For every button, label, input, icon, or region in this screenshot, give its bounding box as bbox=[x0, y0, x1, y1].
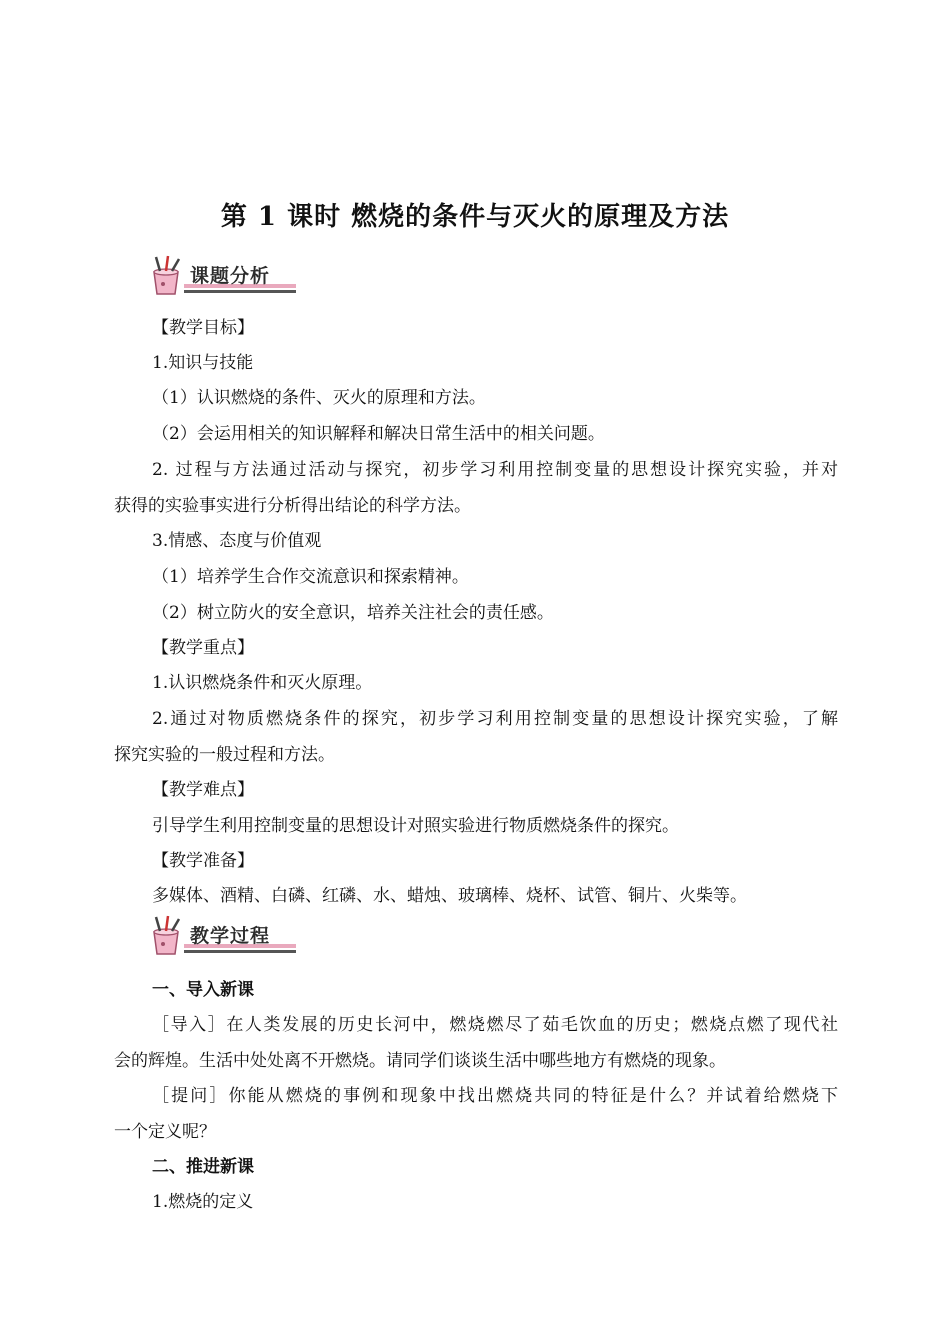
paragraph-line: 探究实验的一般过程和方法。 bbox=[114, 745, 335, 765]
paragraph-line: 1.知识与技能 bbox=[152, 353, 254, 373]
paragraph-line: ［导入］在人类发展的历史长河中，燃烧燃尽了茹毛饮血的历史；燃烧点燃了现代社 bbox=[152, 1015, 838, 1035]
banner-label: 课题分析 bbox=[190, 265, 271, 287]
section-heading-intro: 一、导入新课 bbox=[152, 980, 254, 1000]
banner-underline bbox=[184, 290, 296, 293]
paragraph-line: 1.认识燃烧条件和灭火原理。 bbox=[152, 673, 373, 693]
paragraph-line: 引导学生利用控制变量的思想设计对照实验进行物质燃烧条件的探究。 bbox=[152, 816, 679, 836]
page-title: 第 1 课时 燃烧的条件与灭火的原理及方法 bbox=[220, 202, 730, 232]
banner-label: 教学过程 bbox=[190, 925, 271, 947]
paragraph-line: 多媒体、酒精、白磷、红磷、水、蜡烛、玻璃棒、烧杯、试管、铜片、火柴等。 bbox=[152, 886, 747, 906]
section-banner-process bbox=[148, 914, 296, 958]
paragraph-line: （2）树立防火的安全意识，培养关注社会的责任感。 bbox=[152, 603, 554, 623]
section-heading-new-lesson: 二、推进新课 bbox=[152, 1157, 254, 1177]
heading-key-points: 【教学重点】 bbox=[152, 638, 254, 658]
paragraph-line: 2.通过对物质燃烧条件的探究，初步学习利用控制变量的思想设计探究实验，了解 bbox=[152, 709, 838, 729]
paragraph-line: （1）认识燃烧的条件、灭火的原理和方法。 bbox=[152, 388, 486, 408]
paragraph-line: 获得的实验事实进行分析得出结论的科学方法。 bbox=[114, 496, 471, 516]
paragraph-line: 1.燃烧的定义 bbox=[152, 1192, 254, 1212]
paragraph-line: 3.情感、态度与价值观 bbox=[152, 531, 322, 551]
heading-teaching-goals: 【教学目标】 bbox=[152, 318, 254, 338]
banner-underline bbox=[184, 950, 296, 953]
paragraph-line: 会的辉煌。生活中处处离不开燃烧。请同学们谈谈生活中哪些地方有燃烧的现象。 bbox=[114, 1051, 726, 1071]
heading-preparation: 【教学准备】 bbox=[152, 851, 254, 871]
paragraph-line: （1）培养学生合作交流意识和探索精神。 bbox=[152, 567, 469, 587]
paragraph-line: 2. 过程与方法通过活动与探究，初步学习利用控制变量的思想设计探究实验，并对 bbox=[152, 460, 838, 480]
heading-difficulties: 【教学难点】 bbox=[152, 780, 254, 800]
paragraph-line: 一个定义呢？ bbox=[114, 1122, 216, 1142]
paragraph-line: （2）会运用相关的知识解释和解决日常生活中的相关问题。 bbox=[152, 424, 605, 444]
paragraph-line: ［提问］你能从燃烧的事例和现象中找出燃烧共同的特征是什么？并试着给燃烧下 bbox=[152, 1086, 838, 1106]
section-banner-analysis bbox=[148, 254, 296, 298]
